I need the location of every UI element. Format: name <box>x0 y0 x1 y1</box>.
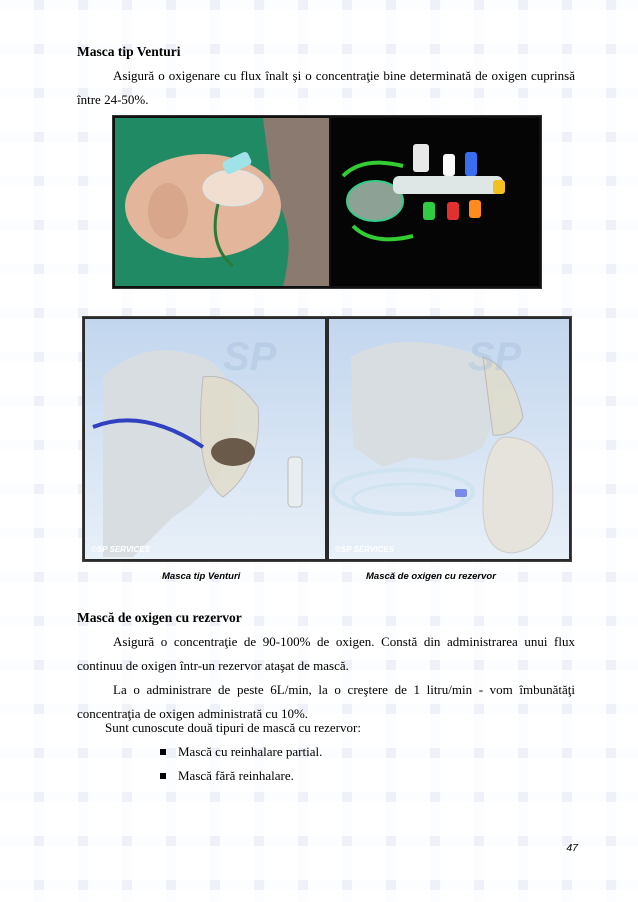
section-title-reservoir: Mască de oxigen cu rezervor <box>77 610 242 625</box>
figure-venturi-photos <box>112 115 542 289</box>
tube-connector <box>455 489 467 497</box>
adapter-red <box>447 202 459 220</box>
list-item: Mască cu reinhalare partial. <box>160 740 322 764</box>
brand-right: ©SP SERVICES <box>335 545 394 554</box>
paragraph-reservoir-1: Asigură o concentraţie de 90-100% de oxigen. Constă din administrarea unui flux continuu de oxigen într-un rezervor ataşat de mască. <box>77 634 575 673</box>
page-number: 47 <box>566 842 578 854</box>
venturi-tube <box>288 457 302 507</box>
watermark-right: SP <box>468 335 522 379</box>
paragraph-reservoir-3: Sunt cunoscute două tipuri de mască cu rezervor: <box>105 720 361 735</box>
adapter-white <box>413 144 429 172</box>
adapter-yellow <box>493 180 505 194</box>
section-title-venturi: Masca tip Venturi <box>77 44 181 59</box>
list-item: Mască fără reinhalare. <box>160 764 322 788</box>
figure-masks-photos <box>82 316 572 562</box>
kit-tube <box>393 176 503 194</box>
venturi-mask <box>203 170 263 206</box>
adapter-green <box>423 202 435 220</box>
caption-venturi: Masca tip Venturi <box>162 571 241 582</box>
reservoir-types-list <box>160 740 322 788</box>
mannequin-ear <box>148 183 188 239</box>
square-bullet-icon <box>160 773 166 779</box>
square-bullet-icon <box>160 749 166 755</box>
mask-opening <box>211 438 255 466</box>
venturi-photo-illustration <box>113 116 541 288</box>
watermark-left: SP <box>223 335 277 379</box>
paragraph-venturi: Asigură o oxigenare cu flux înalt şi o concentraţie bine determinată de oxigen cuprinsă între 24-50%. <box>77 68 575 107</box>
paragraph-reservoir-2: La o administrare de peste 6L/min, la o creştere de 1 litru/min - vom îmbunătăţi concentraţia de oxigen administrată cu 10%. <box>77 682 575 721</box>
adapter-blue <box>465 152 477 176</box>
reservoir-bag <box>483 437 553 553</box>
adapter-orange <box>469 200 481 218</box>
adapter-clear <box>443 154 455 176</box>
brand-left: ©SP SERVICES <box>91 545 150 554</box>
caption-reservoir: Mască de oxigen cu rezervor <box>366 571 496 582</box>
